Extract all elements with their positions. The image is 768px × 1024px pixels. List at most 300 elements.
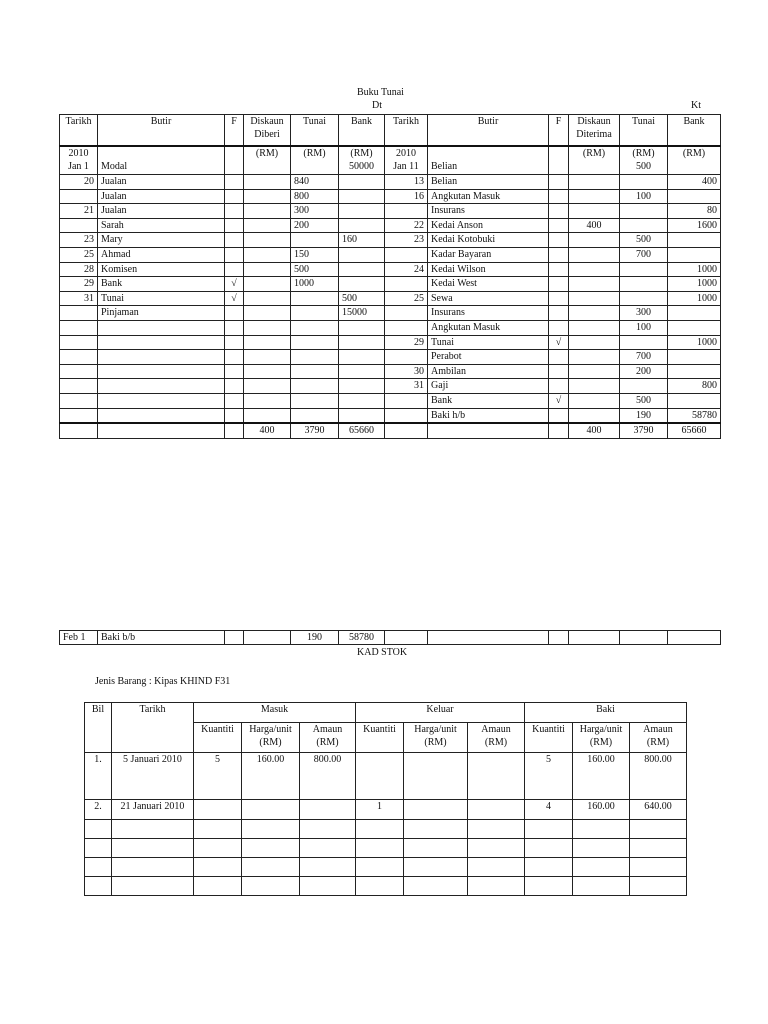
cashbook-cell: 29 — [385, 335, 428, 350]
cashbook-cell — [291, 335, 339, 350]
cashbook-table — [59, 114, 721, 439]
cashbook-cell — [225, 320, 244, 335]
stock-cell — [356, 839, 404, 858]
cashbook-cell — [549, 262, 569, 277]
cashbook-cell — [620, 291, 668, 306]
cashbook-cell — [225, 247, 244, 262]
stock-cell: 21 Januari 2010 — [112, 800, 194, 820]
header-cell: Harga/unit (RM) — [242, 723, 300, 753]
cashbook-cell — [549, 247, 569, 262]
header-cell: Kuantiti — [356, 723, 404, 753]
cashbook-cell — [98, 320, 225, 335]
cashbook-cell — [60, 218, 98, 233]
cashbook-cell: 400 — [569, 218, 620, 233]
cashbook-cell — [569, 189, 620, 204]
cashbook-cell — [244, 189, 291, 204]
stock-cell: 2. — [85, 800, 112, 820]
cashbook-cell — [339, 379, 385, 394]
cashbook-cell — [244, 364, 291, 379]
cashbook-cell: 400 — [668, 175, 721, 190]
cashbook-cell — [244, 306, 291, 321]
stock-cell — [404, 839, 468, 858]
cashbook-cell — [60, 189, 98, 204]
cashbook-cell — [225, 218, 244, 233]
stock-cell — [525, 820, 573, 839]
cashbook-cell: Komisen — [98, 262, 225, 277]
cashbook-cell: 31 — [60, 291, 98, 306]
cashbook-cell: √ — [225, 277, 244, 292]
stock-cell: 160.00 — [573, 800, 630, 820]
table-row — [60, 189, 721, 204]
cashbook-cell — [620, 631, 668, 645]
cashbook-cell: 1000 — [668, 262, 721, 277]
table-row — [60, 408, 721, 423]
cashbook-cell — [244, 320, 291, 335]
stock-card-title: KAD STOK — [357, 647, 408, 658]
cashbook-cell: Bank — [428, 393, 549, 408]
cashbook-cell: 65660 — [339, 423, 385, 438]
cashbook-cell: 13 — [385, 175, 428, 190]
stock-cell — [300, 839, 356, 858]
cashbook-cell — [385, 423, 428, 438]
cashbook-cell — [244, 408, 291, 423]
cashbook-cell: 300 — [620, 306, 668, 321]
cashbook-cell — [569, 291, 620, 306]
stock-cell — [525, 839, 573, 858]
amount-cell: (RM) — [668, 146, 721, 175]
cashbook-cell — [339, 350, 385, 365]
cashbook-cell — [225, 233, 244, 248]
cashbook-cell: Tunai — [428, 335, 549, 350]
cashbook-cell — [569, 306, 620, 321]
stock-cell — [194, 800, 242, 820]
cashbook-cell: 16 — [385, 189, 428, 204]
stock-cell — [85, 839, 112, 858]
stock-cell — [404, 800, 468, 820]
cashbook-cell — [291, 379, 339, 394]
cashbook-cell — [549, 408, 569, 423]
cashbook-cell — [569, 262, 620, 277]
cashbook-cell: √ — [225, 291, 244, 306]
cashbook-cell: Jualan — [98, 204, 225, 219]
cashbook-cell: 25 — [385, 291, 428, 306]
cashbook-cell — [244, 379, 291, 394]
cashbook-cell — [428, 423, 549, 438]
table-row — [85, 753, 687, 800]
stock-cell — [300, 858, 356, 877]
cashbook-cell — [244, 350, 291, 365]
cashbook-cell — [549, 364, 569, 379]
cashbook-cell — [60, 423, 98, 438]
cashbook-cell: 1600 — [668, 218, 721, 233]
stock-cell: 5 — [194, 753, 242, 800]
stock-cell — [630, 839, 687, 858]
cashbook-cell: 100 — [620, 189, 668, 204]
cashbook-cell: Baki b/b — [98, 631, 225, 645]
header-cell: Butir — [428, 115, 549, 146]
cashbook-cell: 400 — [244, 423, 291, 438]
table-row — [85, 820, 687, 839]
cashbook-cell: Sarah — [98, 218, 225, 233]
table-row — [60, 233, 721, 248]
table-row — [60, 218, 721, 233]
cashbook-cell — [291, 408, 339, 423]
cashbook-cell — [244, 247, 291, 262]
header-cell: Bil — [85, 703, 112, 753]
stock-cell — [356, 753, 404, 800]
stock-cell: 800.00 — [300, 753, 356, 800]
cashbook-cell — [549, 218, 569, 233]
cashbook-cell — [569, 364, 620, 379]
cashbook-cell — [668, 631, 721, 645]
cashbook-cell — [225, 262, 244, 277]
header-cell: Amaun (RM) — [630, 723, 687, 753]
cashbook-cell — [569, 393, 620, 408]
cashbook-title: Buku Tunai — [357, 87, 404, 98]
cashbook-cell: Ahmad — [98, 247, 225, 262]
table-row — [60, 393, 721, 408]
cashbook-cell — [569, 175, 620, 190]
cashbook-cell: 3790 — [291, 423, 339, 438]
cashbook-cell — [385, 306, 428, 321]
cashbook-cell — [569, 320, 620, 335]
cashbook-cell: Kedai Wilson — [428, 262, 549, 277]
stock-cell — [242, 858, 300, 877]
stock-cell — [468, 877, 525, 896]
table-row — [85, 800, 687, 820]
cashbook-cell — [225, 379, 244, 394]
header-cell: F — [549, 115, 569, 146]
cashbook-cell — [291, 306, 339, 321]
credit-label: Kt — [691, 100, 701, 111]
cashbook-cell — [339, 364, 385, 379]
cashbook-cell: Kedai West — [428, 277, 549, 292]
cashbook-cell — [549, 423, 569, 438]
amount-cell: (RM) — [244, 146, 291, 175]
cashbook-cell: Jualan — [98, 189, 225, 204]
stock-cell: 1. — [85, 753, 112, 800]
table-row — [60, 335, 721, 350]
cashbook-cell — [339, 320, 385, 335]
cashbook-cell — [291, 364, 339, 379]
cashbook-cell — [385, 350, 428, 365]
cashbook-cell — [569, 233, 620, 248]
cashbook-cell — [98, 350, 225, 365]
table-row — [85, 839, 687, 858]
stock-cell — [525, 877, 573, 896]
cashbook-cell: Pinjaman — [98, 306, 225, 321]
cashbook-cell — [339, 247, 385, 262]
header-cell: Kuantiti — [525, 723, 573, 753]
header-cell: Tarikh — [60, 115, 98, 146]
stock-cell — [242, 877, 300, 896]
cashbook-cell: 15000 — [339, 306, 385, 321]
table-row — [60, 379, 721, 394]
cashbook-cell — [225, 393, 244, 408]
table-row — [60, 262, 721, 277]
cashbook-cell — [225, 350, 244, 365]
cashbook-cell: Kadar Bayaran — [428, 247, 549, 262]
cashbook-cell: √ — [549, 335, 569, 350]
date-cell: 2010 Jan 11 — [385, 146, 428, 175]
cashbook-cell — [98, 393, 225, 408]
stock-cell — [356, 858, 404, 877]
stock-cell — [242, 839, 300, 858]
cashbook-cell — [244, 204, 291, 219]
cashbook-cell — [385, 393, 428, 408]
stock-cell — [85, 877, 112, 896]
cashbook-cell — [60, 364, 98, 379]
cashbook-cell — [244, 291, 291, 306]
cashbook-cell: 28 — [60, 262, 98, 277]
cashbook-cell — [549, 320, 569, 335]
cashbook-cell — [385, 631, 428, 645]
cashbook-cell — [291, 393, 339, 408]
stock-cell — [573, 820, 630, 839]
stock-cell — [112, 820, 194, 839]
stock-cell: 1 — [356, 800, 404, 820]
cashbook-cell: 800 — [668, 379, 721, 394]
cashbook-cell: Insurans — [428, 204, 549, 219]
cashbook-cell: 30 — [385, 364, 428, 379]
cashbook-cell: 840 — [291, 175, 339, 190]
header-cell: Tunai — [291, 115, 339, 146]
cashbook-cell: 23 — [385, 233, 428, 248]
amount-cell: (RM) — [291, 146, 339, 175]
cashbook-cell: 65660 — [668, 423, 721, 438]
cashbook-cell: 700 — [620, 350, 668, 365]
table-row — [60, 320, 721, 335]
cashbook-cell: Insurans — [428, 306, 549, 321]
cashbook-cell — [620, 218, 668, 233]
cashbook-cell — [60, 393, 98, 408]
stock-cell — [356, 820, 404, 839]
cashbook-cell: Baki h/b — [428, 408, 549, 423]
stock-cell — [194, 839, 242, 858]
cashbook-header-row — [60, 115, 721, 146]
stock-cell — [525, 858, 573, 877]
cashbook-cell — [225, 423, 244, 438]
stock-cell: 160.00 — [242, 753, 300, 800]
cashbook-cell: Kedai Kotobuki — [428, 233, 549, 248]
cashbook-cell — [549, 189, 569, 204]
cashbook-cell: 500 — [339, 291, 385, 306]
cashbook-cell — [339, 262, 385, 277]
cashbook-cell — [569, 335, 620, 350]
stock-cell — [573, 858, 630, 877]
header-cell: Keluar — [356, 703, 525, 723]
cashbook-cell: Belian — [428, 175, 549, 190]
table-row — [60, 204, 721, 219]
cashbook-cell — [668, 320, 721, 335]
cashbook-cell: 500 — [620, 233, 668, 248]
cashbook-cell — [60, 335, 98, 350]
cashbook-cell — [569, 204, 620, 219]
stock-group-header-row — [85, 703, 687, 723]
cashbook-cell: 700 — [620, 247, 668, 262]
stock-cell: 5 Januari 2010 — [112, 753, 194, 800]
cashbook-cell: 23 — [60, 233, 98, 248]
table-row — [60, 364, 721, 379]
cashbook-cell — [668, 364, 721, 379]
cashbook-cell — [549, 175, 569, 190]
stock-cell — [112, 858, 194, 877]
header-cell: Tunai — [620, 115, 668, 146]
cashbook-cell: Angkutan Masuk — [428, 320, 549, 335]
cashbook-cell: 200 — [291, 218, 339, 233]
cashbook-cell — [549, 233, 569, 248]
stock-cell: 800.00 — [630, 753, 687, 800]
cashbook-cell — [98, 379, 225, 394]
particulars-cell: Modal — [98, 146, 225, 175]
cashbook-cell — [428, 631, 549, 645]
cashbook-cell — [549, 306, 569, 321]
cashbook-cell: 160 — [339, 233, 385, 248]
cashbook-cell — [60, 350, 98, 365]
cashbook-cell — [244, 262, 291, 277]
cashbook-cell — [60, 379, 98, 394]
stock-cell — [404, 753, 468, 800]
cashbook-cell — [569, 350, 620, 365]
cashbook-cell — [385, 247, 428, 262]
stock-cell: 160.00 — [573, 753, 630, 800]
cashbook-cell — [225, 408, 244, 423]
stock-cell — [194, 858, 242, 877]
cashbook-cell — [549, 204, 569, 219]
header-cell: Tarikh — [385, 115, 428, 146]
cashbook-cell — [244, 218, 291, 233]
cashbook-cell — [225, 189, 244, 204]
stock-item-label: Jenis Barang : Kipas KHIND F31 — [95, 676, 231, 687]
cashbook-cell: 500 — [620, 393, 668, 408]
header-cell: Amaun (RM) — [468, 723, 525, 753]
cashbook-cell: Kedai Anson — [428, 218, 549, 233]
stock-cell — [85, 858, 112, 877]
cashbook-cell — [569, 408, 620, 423]
cashbook-cell — [668, 189, 721, 204]
amount-cell: (RM) — [569, 146, 620, 175]
cashbook-cell: 25 — [60, 247, 98, 262]
cashbook-balance-row — [60, 631, 721, 645]
stock-cell — [194, 877, 242, 896]
header-cell: Diskaun Diterima — [569, 115, 620, 146]
folio-cell — [225, 146, 244, 175]
cashbook-cell — [620, 277, 668, 292]
cashbook-cell: 190 — [620, 408, 668, 423]
cashbook-cell — [620, 379, 668, 394]
cashbook-cell — [549, 379, 569, 394]
cashbook-cell: 29 — [60, 277, 98, 292]
debit-label: Dt — [372, 100, 382, 111]
stock-cell: 4 — [525, 800, 573, 820]
cashbook-balance-table — [59, 630, 721, 645]
stock-cell — [300, 800, 356, 820]
cashbook-cell — [98, 364, 225, 379]
header-cell: Bank — [668, 115, 721, 146]
cashbook-cell: Bank — [98, 277, 225, 292]
cashbook-cell: 24 — [385, 262, 428, 277]
header-cell: Butir — [98, 115, 225, 146]
cashbook-cell — [339, 277, 385, 292]
cashbook-cell — [98, 335, 225, 350]
cashbook-cell — [244, 233, 291, 248]
cashbook-cell — [225, 204, 244, 219]
cashbook-cell — [549, 291, 569, 306]
stock-cell — [468, 753, 525, 800]
cashbook-cell: Mary — [98, 233, 225, 248]
table-row — [60, 306, 721, 321]
cashbook-cell — [620, 175, 668, 190]
cashbook-cell: Sewa — [428, 291, 549, 306]
cashbook-cell: 400 — [569, 423, 620, 438]
amount-cell: (RM) 50000 — [339, 146, 385, 175]
cashbook-cell: 200 — [620, 364, 668, 379]
cashbook-cell — [339, 393, 385, 408]
cashbook-cell: 21 — [60, 204, 98, 219]
cashbook-cell — [339, 408, 385, 423]
cashbook-cell — [291, 291, 339, 306]
cashbook-cell — [291, 233, 339, 248]
cashbook-cell: Tunai — [98, 291, 225, 306]
cashbook-cell: 1000 — [668, 335, 721, 350]
table-row — [85, 858, 687, 877]
cashbook-cell: 58780 — [339, 631, 385, 645]
cashbook-cell — [225, 335, 244, 350]
cashbook-totals-row — [60, 423, 721, 438]
cashbook-cell — [291, 350, 339, 365]
stock-cell — [404, 877, 468, 896]
cashbook-cell — [668, 306, 721, 321]
cashbook-cell — [620, 335, 668, 350]
cashbook-cell — [60, 320, 98, 335]
cashbook-cell — [385, 408, 428, 423]
cashbook-cell: Jualan — [98, 175, 225, 190]
cashbook-cell — [569, 631, 620, 645]
date-cell: 2010 Jan 1 — [60, 146, 98, 175]
table-row — [85, 877, 687, 896]
header-cell: Bank — [339, 115, 385, 146]
cashbook-cell — [98, 423, 225, 438]
stock-cell — [630, 820, 687, 839]
cashbook-cell: 150 — [291, 247, 339, 262]
cashbook-cell — [244, 631, 291, 645]
stock-cell: 5 — [525, 753, 573, 800]
cashbook-cell — [339, 218, 385, 233]
table-row — [60, 247, 721, 262]
cashbook-cell — [244, 277, 291, 292]
table-row — [60, 350, 721, 365]
cashbook-cell: 3790 — [620, 423, 668, 438]
cashbook-cell — [98, 408, 225, 423]
stock-cell — [404, 858, 468, 877]
cashbook-cell: 100 — [620, 320, 668, 335]
stock-cell — [356, 877, 404, 896]
cashbook-cell: Angkutan Masuk — [428, 189, 549, 204]
cashbook-cell — [549, 631, 569, 645]
cashbook-cell: 80 — [668, 204, 721, 219]
stock-cell — [300, 820, 356, 839]
folio-cell — [549, 146, 569, 175]
stock-cell — [630, 858, 687, 877]
cashbook-cell — [620, 262, 668, 277]
cashbook-cell: 190 — [291, 631, 339, 645]
cashbook-cell — [225, 175, 244, 190]
header-cell: Baki — [525, 703, 687, 723]
cashbook-cell — [244, 175, 291, 190]
cashbook-cell: 20 — [60, 175, 98, 190]
cashbook-cell — [549, 277, 569, 292]
stock-cell — [112, 839, 194, 858]
